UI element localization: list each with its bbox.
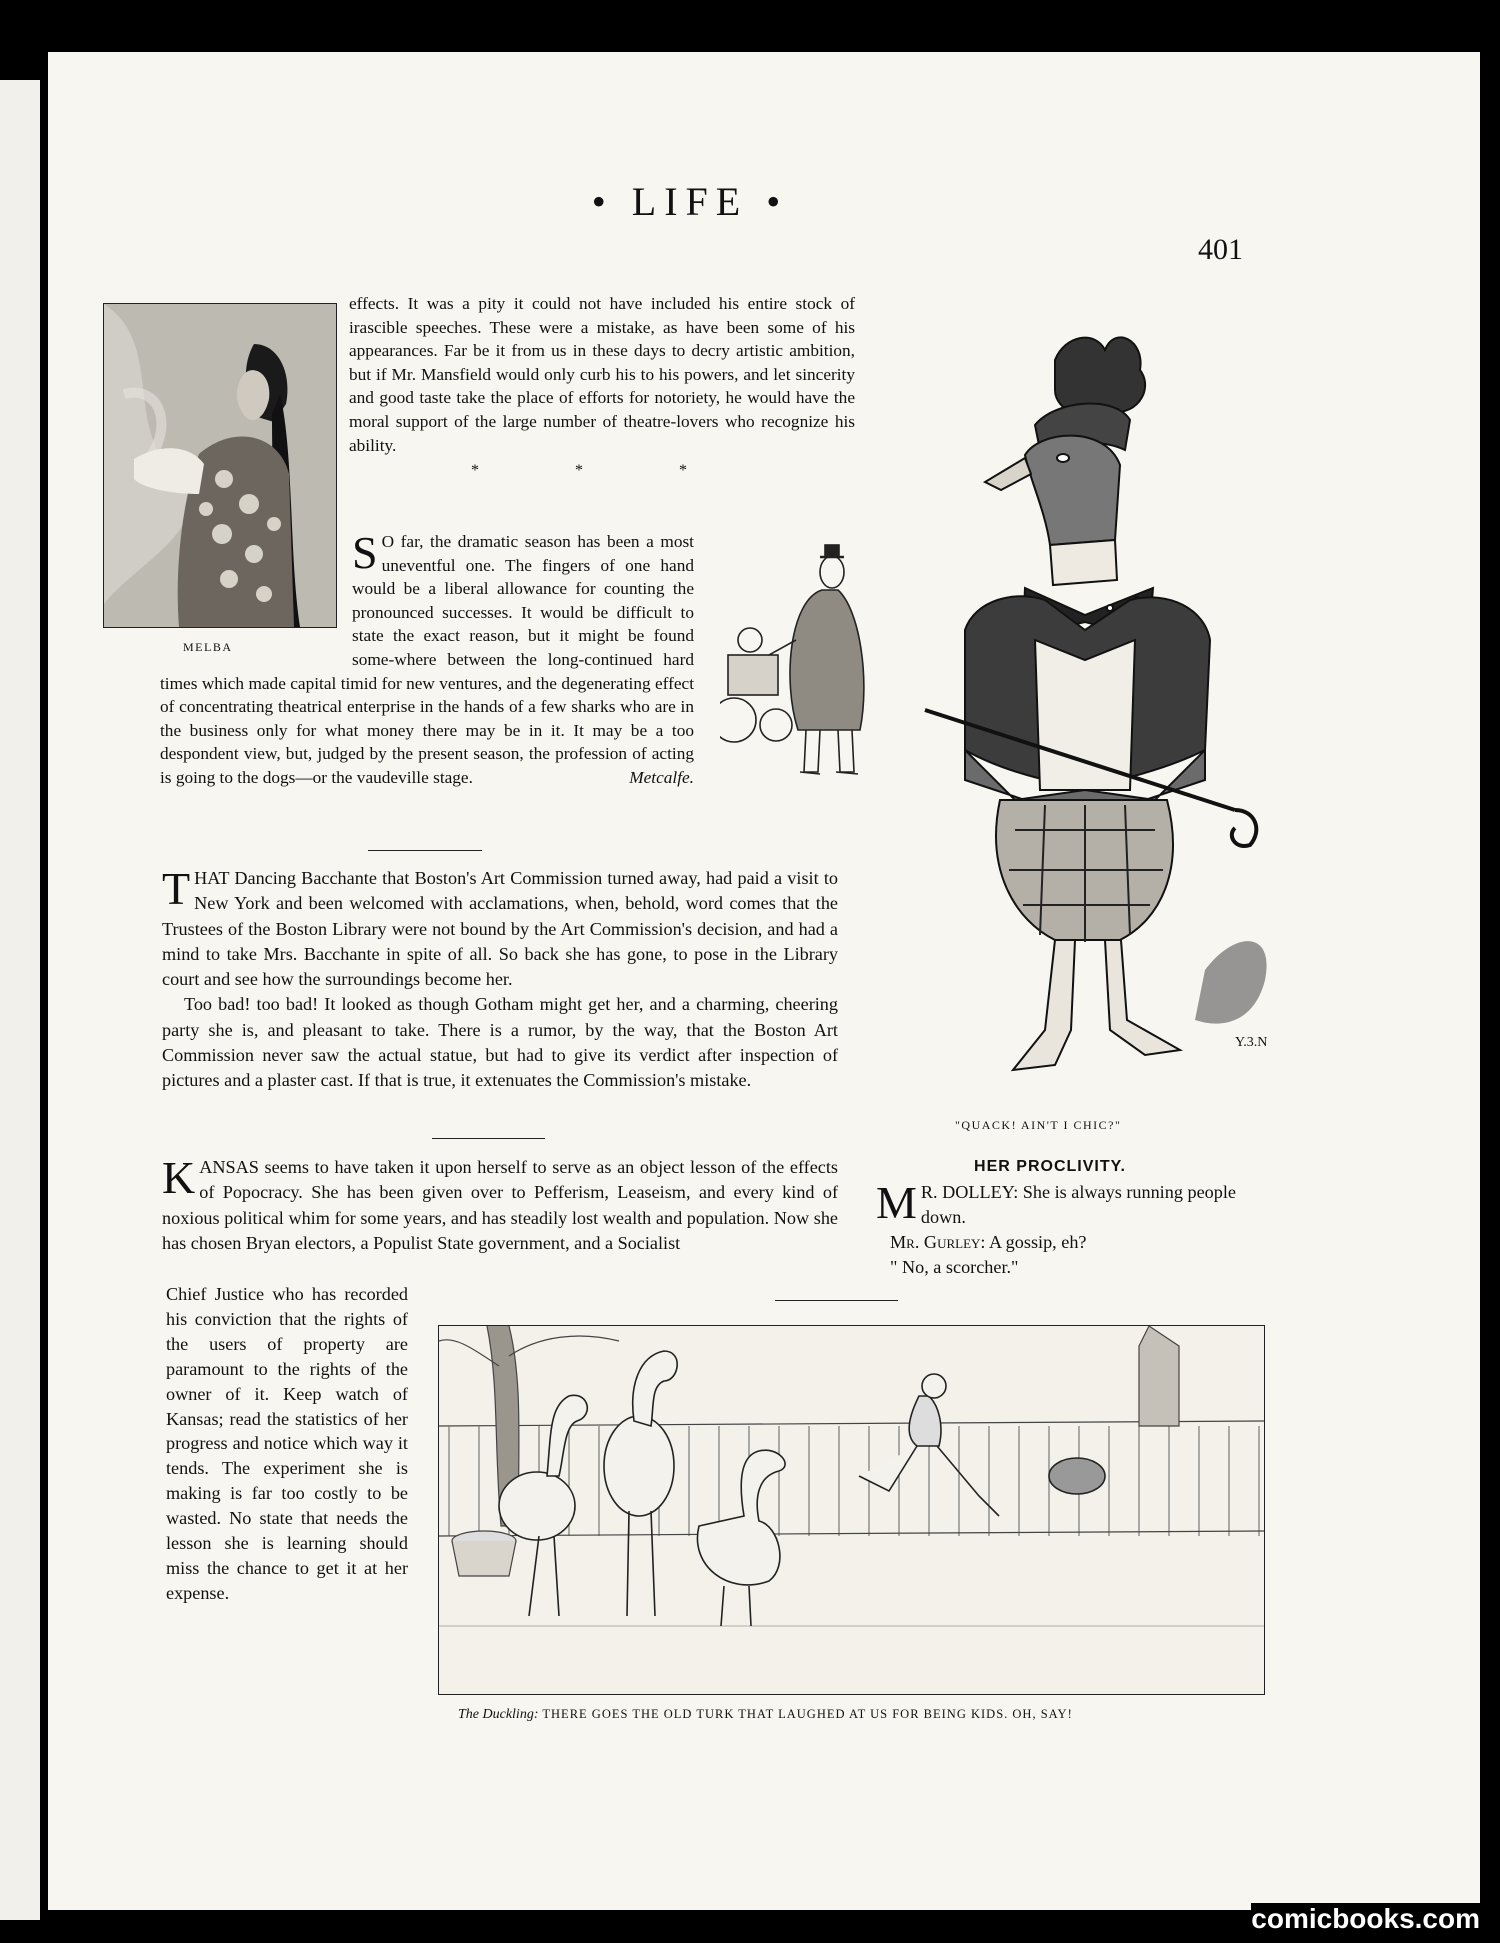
section-stars: * * * bbox=[471, 462, 733, 480]
duck-cartoon-image bbox=[905, 330, 1285, 1120]
page-number: 401 bbox=[1198, 233, 1243, 266]
dropcap-t: T bbox=[162, 863, 191, 914]
proclivity-line-3: " No, a scorcher." bbox=[890, 1257, 1019, 1277]
season-text: O far, the dramatic season has been a most uneventful one. The fingers of one hand would be a liberal allowance for counting the pronounced successes. It would be difficult to state the exact reason, but it might be found some-where between the long-continued hard times which made capital timid for new ventures, and the degenerating effect of concentrating theatrical enterprise in the hands of a few sharks who are in the business only for what money there may be in it. It may be a too despondent view, but, judged by the present season, the profession of acting is going to the dogs—or the vaudeville stage. bbox=[160, 532, 694, 787]
signature-metcalfe: Metcalfe. bbox=[629, 767, 694, 787]
duckling-cartoon bbox=[438, 1325, 1265, 1695]
pram-cartoon bbox=[720, 540, 910, 790]
masthead: • LIFE • bbox=[591, 179, 789, 224]
kansas-article-narrow bbox=[166, 1282, 408, 1606]
pram-cartoon-image bbox=[720, 540, 910, 790]
bacchante-article bbox=[162, 863, 838, 1094]
kansas-paragraph-wide: ANSAS seems to have taken it upon herself to serve as an object lesson of the effects of Popocracy. She has been given over to Pefferism, Leaseism, and every kind of noxious political whim for some years, and has steadily lost wealth and population. Now she has chosen Bryan electors, a Populist State government, and a Socialist bbox=[162, 1157, 838, 1253]
adjacent-page-edge bbox=[0, 80, 40, 1920]
kansas-paragraph-narrow: Chief Justice who has recorded his conviction that the rights of the users of property are paramount to the rights of the owner of it. Keep watch of Kansas; read the statistics of her progress and notice which way it tends. The experiment she is making is far too costly to be wasted. No state that needs the lesson she is learning should miss the chance to get it at her expense. bbox=[166, 1284, 408, 1603]
her-proclivity-heading: HER PROCLIVITY. bbox=[974, 1158, 1126, 1175]
mansfield-paragraph: effects. It was a pity it could not have included his entire stock of irascible speeches. These were a mistake, as have been some of his appearances. Far be it from us in these days to decry artistic ambition, but if Mr. Mansfield would only curb his to his powers, and let sincerity and good taste take the place of efforts for notoriety, he would have the moral support of the large number of theatre-lovers who recognize his ability. bbox=[349, 294, 855, 455]
duck-artist-signature: Y.3.N bbox=[1235, 1035, 1268, 1050]
spacer-float bbox=[160, 530, 352, 650]
watermark: comicbooks.com bbox=[1251, 1903, 1480, 1934]
bacchante-paragraph-2: Too bad! too bad! It looked as though Gotham might get her, and a charming, cheering party she is, and pleasant to take. There is a rumor, by the way, that the Boston Art Commission never saw the actual statue, but had to give its verdict after inspection of pictures and a plaster cast. If that is true, it extenuates the Commission's mistake. bbox=[162, 994, 838, 1091]
proclivity-line-2: : A gossip, eh? bbox=[980, 1232, 1087, 1252]
section-divider-1 bbox=[368, 850, 482, 851]
duckling-cartoon-image bbox=[439, 1326, 1264, 1694]
dropcap-k: K bbox=[162, 1152, 196, 1203]
her-proclivity-dialogue bbox=[876, 1177, 1266, 1280]
kansas-article-wide bbox=[162, 1152, 838, 1256]
duckling-caption-text: THERE GOES THE OLD TURK THAT LAUGHED AT US FOR BEING KIDS. OH, SAY! bbox=[542, 1707, 1073, 1721]
proclivity-line-1: R. DOLLEY: She is always running people down. bbox=[920, 1182, 1236, 1227]
bacchante-paragraph-1: HAT Dancing Bacchante that Boston's Art Commission turned away, had paid a visit to New York and been welcomed with acclamations, when, behold, word comes that the Trustees of the Boston Library were not bound by the Art Commission's decision, and had a mind to take Mrs. Bacchante in spite of all. So back she has gone, to pose in the Library court and see how the surroundings become her. bbox=[162, 868, 838, 990]
section-divider-2 bbox=[432, 1138, 545, 1139]
melba-caption: MELBA bbox=[183, 640, 233, 654]
duck-caption: "QUACK! AIN'T I CHIC?" bbox=[955, 1118, 1122, 1132]
section-divider-3 bbox=[775, 1300, 898, 1301]
dropcap-s: S bbox=[352, 527, 378, 578]
dropcap-m: M bbox=[876, 1177, 917, 1228]
duckling-caption bbox=[458, 1707, 1073, 1723]
dramatic-season-paragraph bbox=[160, 527, 694, 790]
duckling-caption-speaker: The Duckling: bbox=[458, 1707, 539, 1722]
proclivity-speaker: Mr. Gurley bbox=[890, 1232, 981, 1252]
theatre-column-upper bbox=[349, 292, 855, 489]
duck-cartoon bbox=[905, 330, 1285, 1120]
